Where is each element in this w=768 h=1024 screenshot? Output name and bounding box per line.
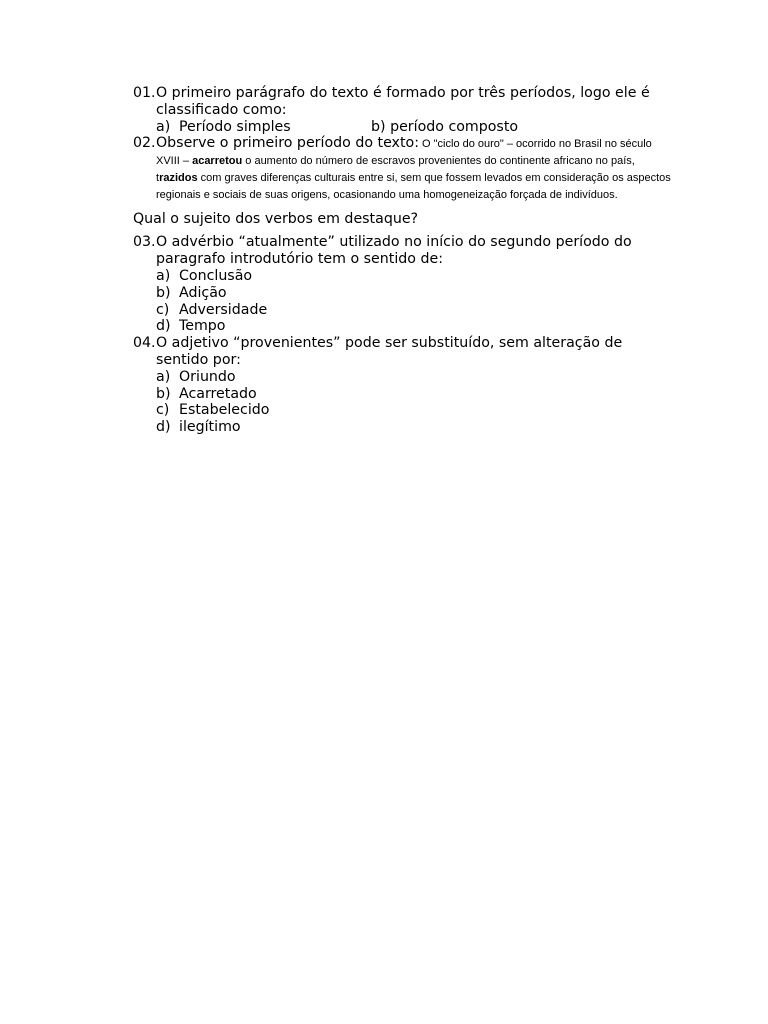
- option-c: [156, 302, 673, 319]
- option-d: [156, 419, 673, 436]
- option-text: Período simples: [179, 118, 291, 135]
- option-a: [156, 369, 673, 386]
- question-04: [133, 335, 673, 436]
- option-list: [156, 119, 673, 136]
- passage-text: O "ciclo do ouro" – ocorrido no Brasil no século XVIII –: [156, 138, 652, 168]
- option-list: [156, 369, 673, 436]
- question-number: 04.: [133, 335, 156, 352]
- option-b: [371, 119, 518, 136]
- question-text: O advérbio “atualmente” utilizado no início do segundo período do paragrafo introdutório tem o sentido de:: [156, 234, 632, 268]
- option-letter: c): [156, 301, 170, 318]
- question-02: [133, 135, 673, 202]
- option-a: [156, 268, 673, 285]
- highlighted-verb: razidos: [159, 171, 198, 184]
- option-d: [156, 318, 673, 335]
- option-c: [156, 402, 673, 419]
- option-list: [156, 268, 673, 335]
- question-number: 02.: [133, 135, 156, 152]
- question-number: 01.: [133, 85, 156, 101]
- question-text: [156, 135, 673, 202]
- question-text: O primeiro parágrafo do texto é formado por três períodos, logo ele é classificado como:: [156, 85, 650, 118]
- option-a: [156, 119, 371, 136]
- question-text: O adjetivo “provenientes” pode ser substituído, sem alteração de sentido por:: [156, 335, 623, 368]
- option-letter: d): [156, 318, 171, 335]
- highlighted-verb: acarretou: [192, 155, 243, 168]
- option-text: Estabelecido: [179, 402, 270, 419]
- option-letter: a): [156, 118, 171, 135]
- option-letter: a): [156, 267, 171, 284]
- option-text: período composto: [390, 118, 519, 135]
- document-page: [133, 85, 673, 436]
- option-text: Acarretado: [179, 385, 257, 402]
- option-letter: d): [156, 419, 171, 436]
- option-text: ilegítimo: [179, 419, 241, 436]
- question-03: [133, 234, 673, 335]
- option-text: Adversidade: [179, 301, 268, 318]
- option-text: Adição: [179, 284, 227, 301]
- question-02-prompt: Qual o sujeito dos verbos em destaque?: [133, 210, 419, 227]
- question-lead: Observe o primeiro período do texto:: [156, 135, 419, 152]
- option-b: [156, 386, 673, 403]
- question-01: [133, 85, 673, 135]
- option-letter: a): [156, 368, 171, 385]
- option-b: [156, 285, 673, 302]
- passage-text: com graves diferenças culturais entre si, sem que fossem levados em consideração os aspectos regionais e sociais de suas origens, ocasionando uma homogeneização forçada de indivíduos.: [156, 171, 671, 201]
- option-text: Oriundo: [179, 368, 236, 385]
- option-text: Conclusão: [179, 267, 253, 284]
- option-letter: b): [371, 118, 386, 135]
- option-letter: c): [156, 402, 170, 419]
- option-letter: b): [156, 284, 171, 301]
- option-letter: b): [156, 385, 171, 402]
- question-number: 03.: [133, 234, 156, 251]
- option-text: Tempo: [179, 318, 226, 335]
- passage-text: o aumento do número de escravos provenientes do continente africano no país, t: [156, 155, 635, 184]
